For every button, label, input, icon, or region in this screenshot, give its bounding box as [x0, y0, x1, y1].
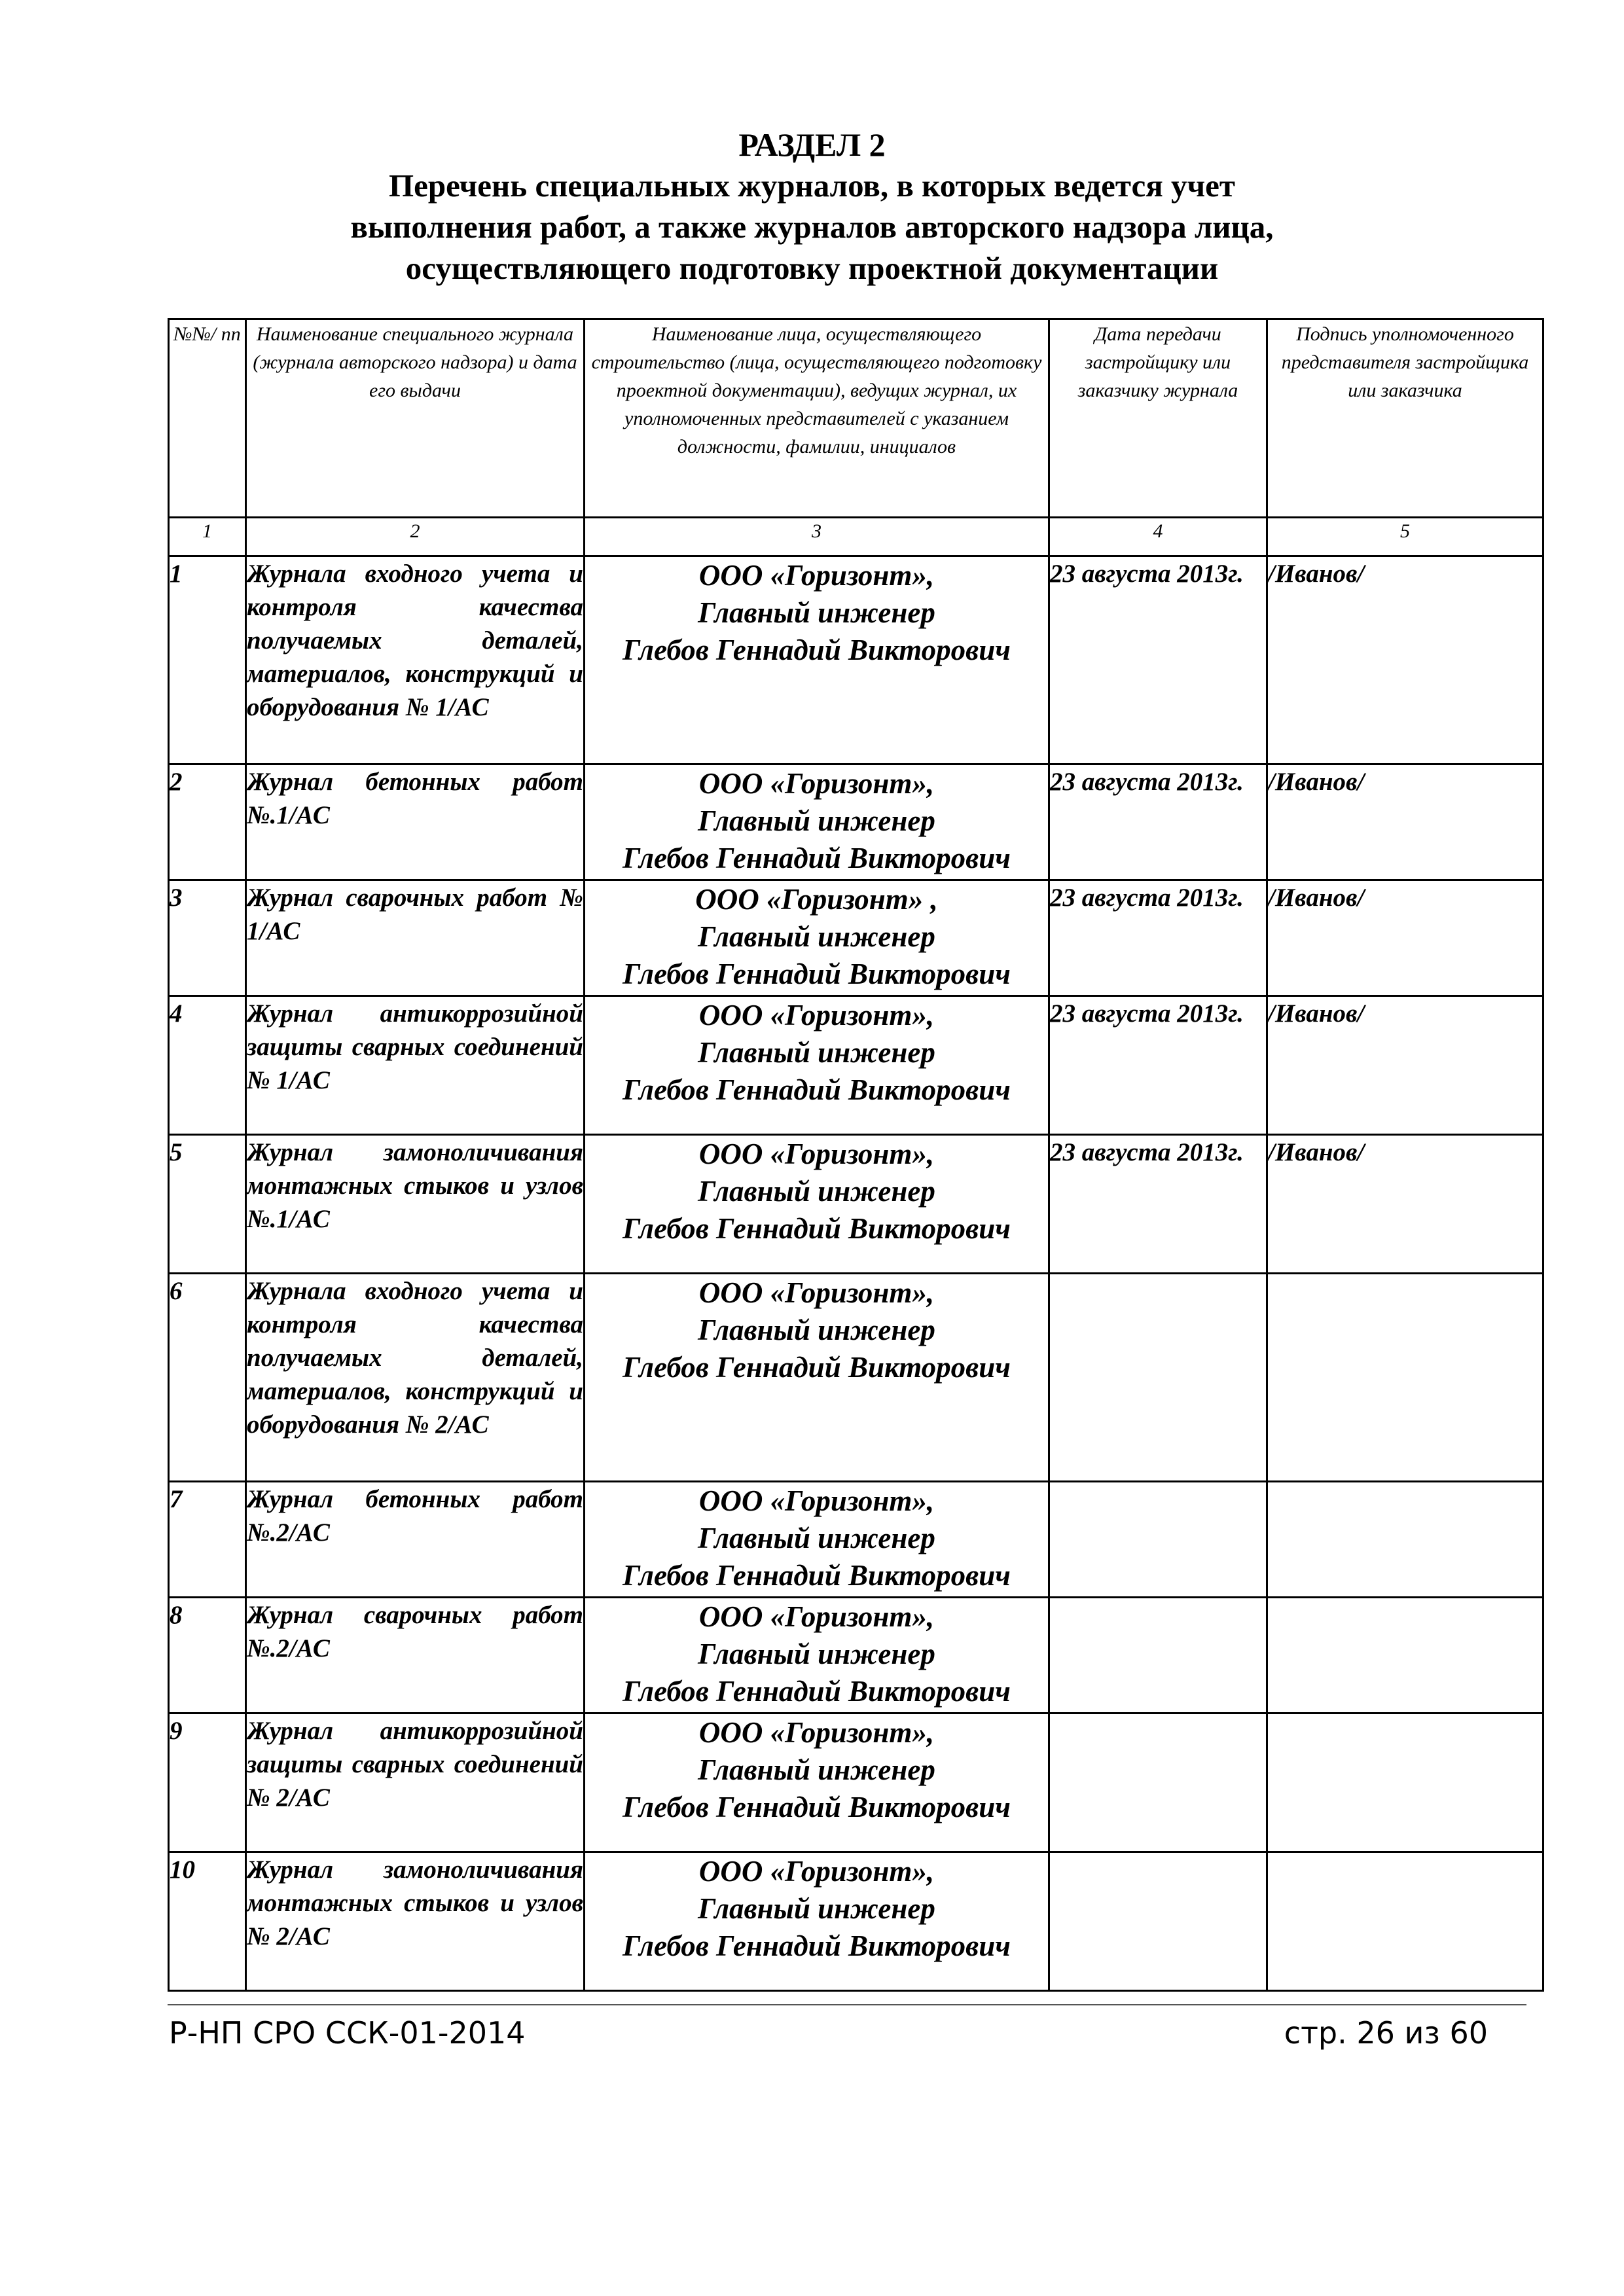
journal-name: Журнал бетонных работ №.2/АС — [246, 1482, 585, 1598]
organization: ООО «Горизонт», — [698, 1484, 935, 1517]
signature: /Иванов/ — [1267, 556, 1543, 764]
responsible-person — [585, 1852, 1049, 1991]
transfer-date: 23 августа 2013г. — [1049, 1135, 1267, 1274]
table-row — [169, 1852, 1543, 1991]
table-row — [169, 996, 1543, 1135]
footer-divider — [168, 2004, 1526, 2005]
row-number: 8 — [169, 1598, 246, 1713]
journal-name: Журнал бетонных работ №.1/АС — [246, 764, 585, 880]
position: Главный инженер — [698, 920, 935, 953]
person-name: Глебов Геннадий Викторович — [623, 1791, 1011, 1823]
responsible-person — [585, 556, 1049, 764]
signature — [1267, 1482, 1543, 1598]
signature — [1267, 1274, 1543, 1482]
column-number: 3 — [585, 518, 1049, 556]
transfer-date — [1049, 1852, 1267, 1991]
journals-table — [168, 318, 1544, 1992]
column-header-responsible-person: Наименование лица, осуществляющего строительство (лица, осуществляющего подготовку проектной документации), ведущих журнал, их уполномоченных представителей с указанием должности, фамилии, инициалов — [585, 319, 1049, 518]
page-heading — [0, 124, 1624, 289]
signature: /Иванов/ — [1267, 880, 1543, 996]
responsible-person — [585, 1482, 1049, 1598]
transfer-date — [1049, 1598, 1267, 1713]
column-number: 1 — [169, 518, 246, 556]
position: Главный инженер — [698, 1175, 935, 1208]
transfer-date — [1049, 1274, 1267, 1482]
table-row — [169, 1482, 1543, 1598]
column-number: 5 — [1267, 518, 1543, 556]
person-name: Глебов Геннадий Викторович — [623, 634, 1011, 666]
responsible-person — [585, 1135, 1049, 1274]
signature: /Иванов/ — [1267, 996, 1543, 1135]
person-name: Глебов Геннадий Викторович — [623, 1929, 1011, 1962]
position: Главный инженер — [698, 1892, 935, 1925]
row-number: 9 — [169, 1713, 246, 1852]
column-header-transfer-date: Дата передачи застройщику или заказчику журнала — [1049, 319, 1267, 518]
row-number: 4 — [169, 996, 246, 1135]
table-row — [169, 1274, 1543, 1482]
person-name: Глебов Геннадий Викторович — [623, 1675, 1011, 1708]
signature — [1267, 1598, 1543, 1713]
position: Главный инженер — [698, 1638, 935, 1670]
person-name: Глебов Геннадий Викторович — [623, 1212, 1011, 1245]
organization: ООО «Горизонт», — [698, 767, 935, 800]
transfer-date: 23 августа 2013г. — [1049, 556, 1267, 764]
organization: ООО «Горизонт», — [698, 1138, 935, 1170]
position: Главный инженер — [698, 1314, 935, 1346]
organization: ООО «Горизонт», — [698, 1276, 935, 1309]
journal-name: Журнал замоноличивания монтажных стыков и узлов № 2/АС — [246, 1852, 585, 1991]
row-number: 10 — [169, 1852, 246, 1991]
title-line: осуществляющего подготовку проектной документации — [405, 250, 1219, 286]
responsible-person — [585, 1713, 1049, 1852]
title-line: Перечень специальных журналов, в которых ведется учет — [389, 168, 1235, 204]
organization: ООО «Горизонт», — [698, 1855, 935, 1888]
column-header-signature: Подпись уполномоченного представителя застройщика или заказчика — [1267, 319, 1543, 518]
position: Главный инженер — [698, 1753, 935, 1786]
signature: /Иванов/ — [1267, 1135, 1543, 1274]
journal-name: Журнал антикоррозийной защиты сварных соединений № 2/АС — [246, 1713, 585, 1852]
row-number: 5 — [169, 1135, 246, 1274]
row-number: 3 — [169, 880, 246, 996]
transfer-date: 23 августа 2013г. — [1049, 996, 1267, 1135]
transfer-date — [1049, 1482, 1267, 1598]
transfer-date: 23 августа 2013г. — [1049, 880, 1267, 996]
person-name: Глебов Геннадий Викторович — [623, 1351, 1011, 1384]
person-name: Глебов Геннадий Викторович — [623, 958, 1011, 990]
responsible-person — [585, 880, 1049, 996]
journal-name: Журнала входного учета и контроля качества получаемых деталей, материалов, конструкций и оборудования № 2/АС — [246, 1274, 585, 1482]
column-number-row — [169, 518, 1543, 556]
title-line: выполнения работ, а также журналов авторского надзора лица, — [350, 209, 1274, 245]
column-number: 4 — [1049, 518, 1267, 556]
journal-name: Журнал замоноличивания монтажных стыков и узлов №.1/АС — [246, 1135, 585, 1274]
journal-name: Журнала входного учета и контроля качества получаемых деталей, материалов, конструкций и оборудования № 1/АС — [246, 556, 585, 764]
person-name: Глебов Геннадий Викторович — [623, 1559, 1011, 1592]
organization: ООО «Горизонт», — [698, 999, 935, 1031]
organization: ООО «Горизонт», — [698, 1716, 935, 1749]
responsible-person — [585, 996, 1049, 1135]
transfer-date: 23 августа 2013г. — [1049, 764, 1267, 880]
row-number: 2 — [169, 764, 246, 880]
section-label: РАЗДЕЛ 2 — [738, 126, 886, 163]
position: Главный инженер — [698, 1036, 935, 1069]
signature — [1267, 1713, 1543, 1852]
column-number: 2 — [246, 518, 585, 556]
table-row — [169, 1135, 1543, 1274]
organization: ООО «Горизонт», — [698, 1600, 935, 1633]
table-row — [169, 880, 1543, 996]
table-header-row — [169, 319, 1543, 518]
signature: /Иванов/ — [1267, 764, 1543, 880]
footer-document-code: Р-НП СРО ССК-01-2014 — [169, 2015, 526, 2051]
table-row — [169, 764, 1543, 880]
table-row — [169, 1598, 1543, 1713]
position: Главный инженер — [698, 804, 935, 837]
journal-name: Журнал антикоррозийной защиты сварных соединений № 1/АС — [246, 996, 585, 1135]
journal-name: Журнал сварочных работ №.2/АС — [246, 1598, 585, 1713]
organization: ООО «Горизонт», — [698, 559, 935, 592]
person-name: Глебов Геннадий Викторович — [623, 1073, 1011, 1106]
responsible-person — [585, 764, 1049, 880]
row-number: 6 — [169, 1274, 246, 1482]
signature — [1267, 1852, 1543, 1991]
footer-page-number: стр. 26 из 60 — [1284, 2015, 1488, 2051]
row-number: 7 — [169, 1482, 246, 1598]
responsible-person — [585, 1274, 1049, 1482]
transfer-date — [1049, 1713, 1267, 1852]
person-name: Глебов Геннадий Викторович — [623, 842, 1011, 874]
organization: ООО «Горизонт» , — [695, 883, 938, 916]
journal-name: Журнал сварочных работ № 1/АС — [246, 880, 585, 996]
table-row — [169, 1713, 1543, 1852]
column-header-journal-name: Наименование специального журнала (журнала авторского надзора) и дата его выдачи — [246, 319, 585, 518]
position: Главный инженер — [698, 596, 935, 629]
column-header-number: №№/ пп — [169, 319, 246, 518]
row-number: 1 — [169, 556, 246, 764]
table-row — [169, 556, 1543, 764]
responsible-person — [585, 1598, 1049, 1713]
position: Главный инженер — [698, 1522, 935, 1554]
